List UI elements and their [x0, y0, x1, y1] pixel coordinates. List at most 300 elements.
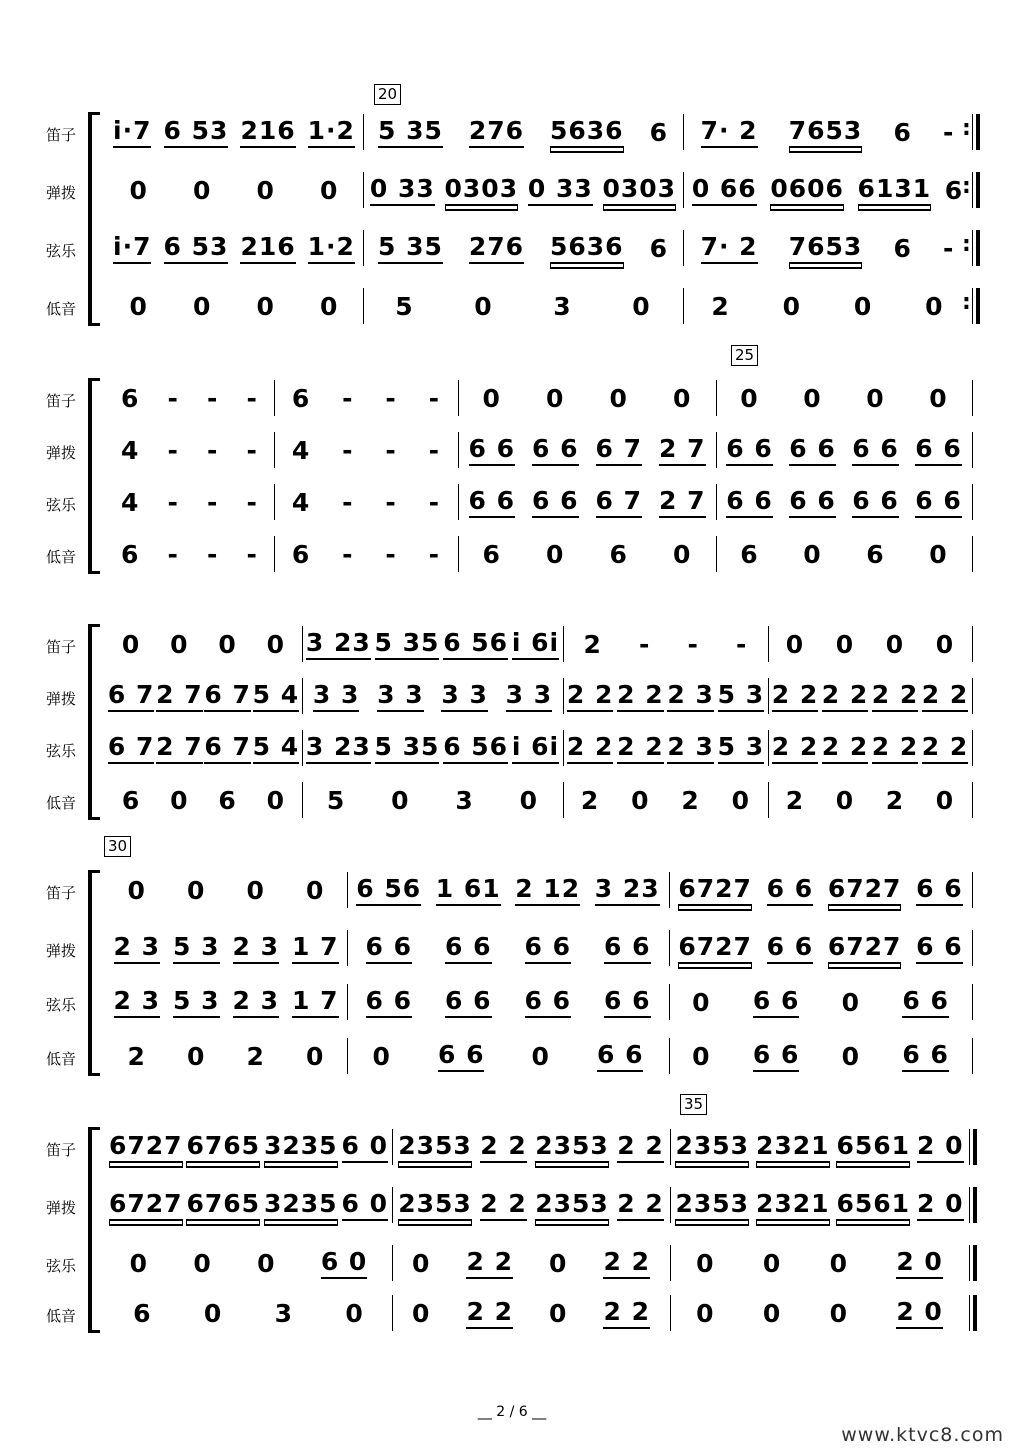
note-group: 7653	[789, 116, 863, 148]
sustain-dash: -	[207, 435, 219, 465]
measure	[276, 534, 456, 574]
note-group: 0	[256, 175, 275, 205]
note-group: 6131	[858, 174, 932, 206]
instrument-label: 弹拨	[46, 1199, 77, 1217]
measure	[460, 378, 714, 418]
sustain-dash: -	[342, 383, 354, 413]
measure	[107, 170, 361, 210]
rehearsal-mark: 30	[104, 836, 131, 857]
note-group: 0	[218, 629, 237, 659]
note-group: 0	[692, 987, 711, 1017]
note-group: 2 2	[480, 1131, 527, 1163]
note-group: 2353	[675, 1189, 749, 1221]
note-group: 6727	[109, 1189, 183, 1221]
note-group: 0	[121, 629, 141, 659]
note-group: 6 6	[915, 434, 962, 466]
note-group: 6 56	[443, 732, 508, 764]
note-group: 0	[257, 1248, 276, 1278]
note-group: 6 7	[596, 434, 643, 466]
note-group: 0	[673, 539, 692, 569]
note-group: 0	[549, 1248, 568, 1278]
note-group: 6 6	[438, 1040, 485, 1072]
instrument-label: 低音	[46, 548, 77, 566]
instrument-label: 弦乐	[46, 242, 77, 260]
note-group: 0 33	[370, 174, 435, 206]
barline	[563, 678, 564, 714]
note-group: 6 7	[108, 732, 155, 764]
note-group: 6 6	[767, 932, 814, 964]
sustain-dash: -	[942, 233, 955, 263]
note-group: 0	[762, 1248, 782, 1278]
bracket-cap	[88, 112, 100, 115]
note-group: 6 6	[902, 1040, 949, 1072]
note-group: 5 35	[378, 116, 443, 148]
note-group: 0	[266, 785, 286, 815]
measure	[107, 1036, 345, 1076]
note-group: 5 3	[173, 986, 220, 1018]
note-group: 5 3	[718, 732, 765, 764]
system-bracket	[88, 1127, 92, 1333]
note-group: 6727	[828, 874, 902, 906]
barline	[363, 230, 364, 266]
measure	[107, 1293, 390, 1333]
barline	[972, 872, 973, 908]
note-group: 0	[391, 785, 410, 815]
note-group: 5	[326, 785, 346, 815]
note-group: 6	[121, 539, 140, 569]
note-group: 0	[546, 539, 565, 569]
barline	[972, 172, 973, 208]
note-group: 6727	[109, 1131, 183, 1163]
note-group: 5636	[550, 116, 624, 148]
measure	[718, 430, 970, 470]
note-group: 6	[609, 539, 628, 569]
measure	[107, 870, 345, 910]
measure	[276, 482, 456, 522]
note-group: 6	[482, 539, 501, 569]
note-group: 0	[866, 383, 885, 413]
barline	[670, 1295, 671, 1331]
instrument-label: 弦乐	[46, 496, 77, 514]
barline	[972, 380, 973, 416]
note-group: 7· 2	[701, 116, 758, 148]
measure	[107, 676, 300, 716]
measure	[107, 982, 345, 1022]
barline	[670, 1187, 671, 1223]
note-group: 3 3	[441, 680, 488, 712]
instrument-label: 弦乐	[46, 1257, 77, 1275]
note-group: 0	[203, 1298, 223, 1328]
barline	[972, 782, 973, 818]
measure	[394, 1185, 668, 1225]
note-group: 2	[246, 1041, 265, 1071]
instrument-label: 低音	[46, 1050, 77, 1068]
bracket-cap	[88, 870, 100, 873]
note-group: 0	[474, 291, 493, 321]
bracket-cap	[88, 1330, 100, 1333]
barline	[969, 1245, 970, 1281]
note-group: 0	[673, 383, 692, 413]
note-group: 2 0	[896, 1247, 943, 1279]
instrument-label: 笛子	[46, 884, 77, 902]
measure	[770, 728, 970, 768]
measure	[565, 780, 766, 820]
note-group: 6 6	[916, 874, 963, 906]
barline	[347, 930, 348, 966]
note-group: 2 2	[872, 732, 919, 764]
note-group: 2	[127, 1041, 146, 1071]
note-group: 2 0	[917, 1131, 964, 1163]
sustain-dash: -	[385, 383, 397, 413]
barline	[302, 626, 303, 662]
note-group: 3	[274, 1298, 294, 1328]
note-group: 6 6	[532, 434, 579, 466]
measure	[770, 676, 970, 716]
note-group: 0	[170, 629, 189, 659]
barline	[347, 1038, 348, 1074]
note-group: 5 35	[375, 628, 440, 660]
note-group: 3 3	[506, 680, 553, 712]
measure	[565, 676, 766, 716]
note-group: 6 0	[321, 1247, 368, 1279]
note-group: 2 2	[617, 680, 664, 712]
note-group: 2 2	[603, 1247, 650, 1279]
note-group: 0	[841, 1041, 861, 1071]
sustain-dash: -	[342, 435, 354, 465]
note-group: 0	[785, 629, 805, 659]
measure	[671, 982, 970, 1022]
note-group: 5636	[550, 232, 624, 264]
note-group: 6 6	[767, 874, 814, 906]
note-group: 6	[133, 1298, 152, 1328]
sustain-dash: -	[385, 487, 397, 517]
note-group: 6 6	[597, 1040, 644, 1072]
instrument-label: 弦乐	[46, 742, 77, 760]
note-group: 216	[240, 232, 295, 264]
sustain-dash: -	[342, 539, 354, 569]
sustain-dash: -	[428, 383, 441, 413]
barline	[274, 432, 275, 468]
system-bracket	[88, 378, 92, 574]
barline	[458, 432, 459, 468]
note-group: 0	[412, 1298, 431, 1328]
note-group: 0	[696, 1298, 715, 1328]
sustain-dash: -	[385, 539, 397, 569]
measure	[304, 624, 561, 664]
note-group: 3 3	[377, 680, 424, 712]
measure	[276, 378, 456, 418]
note-group: 1 7	[292, 932, 339, 964]
note-group: 6 0	[342, 1189, 389, 1221]
note-group: 0	[187, 875, 206, 905]
note-group: 2321	[756, 1189, 830, 1221]
measure	[107, 928, 345, 968]
sustain-dash: -	[639, 629, 651, 659]
barline	[363, 172, 364, 208]
note-group: 0	[829, 1298, 848, 1328]
note-group: 5 35	[378, 232, 443, 264]
barline	[669, 872, 670, 908]
rehearsal-mark: 35	[680, 1094, 707, 1115]
barline	[458, 536, 459, 572]
note-group: 2	[785, 785, 805, 815]
measure	[718, 534, 970, 574]
instrument-label: 弹拨	[46, 444, 77, 462]
note-group: 6 6	[726, 434, 773, 466]
note-group: 6 7	[108, 680, 155, 712]
note-group: 6 6	[445, 932, 492, 964]
note-group: 2 2	[617, 1189, 664, 1221]
note-group: 2 3	[114, 986, 161, 1018]
system-bracket	[88, 870, 92, 1076]
system-bracket	[88, 624, 92, 820]
measure	[460, 534, 714, 574]
note-group: 6 53	[164, 232, 229, 264]
note-group: 2 0	[896, 1297, 943, 1329]
measure	[107, 1185, 390, 1225]
measure	[685, 228, 970, 268]
note-group: 6	[291, 539, 311, 569]
note-group: 6	[944, 175, 964, 205]
bracket-cap	[88, 817, 100, 820]
note-group: 6727	[678, 874, 752, 906]
note-group: 0	[129, 1248, 149, 1278]
final-barline	[976, 288, 980, 324]
sustain-dash: -	[167, 539, 179, 569]
note-group: 6 7	[204, 732, 251, 764]
barline	[669, 984, 670, 1020]
note-group: 3235	[264, 1189, 338, 1221]
note-group: 2 2	[822, 732, 869, 764]
note-group: 2	[885, 785, 905, 815]
final-barline	[973, 1187, 977, 1223]
measure	[349, 870, 667, 910]
note-group: 6	[121, 383, 140, 413]
instrument-label: 弹拨	[46, 184, 77, 202]
note-group: 6 6	[753, 1040, 800, 1072]
note-group: 2 3	[114, 932, 161, 964]
note-group: 0	[372, 1041, 391, 1071]
sustain-dash: -	[246, 487, 258, 517]
barline	[274, 536, 275, 572]
note-group: 6	[740, 539, 759, 569]
measure	[365, 286, 681, 326]
measure	[718, 482, 970, 522]
note-group: 6 7	[596, 486, 643, 518]
note-group: 6561	[836, 1131, 910, 1163]
note-group: 6 56	[356, 874, 421, 906]
measure	[460, 430, 714, 470]
note-group: 6 6	[753, 986, 800, 1018]
barline	[969, 1187, 970, 1223]
note-group: 3	[455, 785, 474, 815]
bracket-cap	[88, 1073, 100, 1076]
instrument-label: 弦乐	[46, 996, 77, 1014]
note-group: 0	[306, 875, 325, 905]
note-group: 6 6	[604, 986, 651, 1018]
barline	[683, 288, 684, 324]
barline	[972, 288, 973, 324]
barline	[972, 984, 973, 1020]
note-group: 6 6	[852, 434, 899, 466]
measure	[304, 780, 561, 820]
note-group: 0	[935, 629, 955, 659]
barline	[972, 114, 973, 150]
note-group: i·7	[113, 232, 151, 264]
barline	[969, 1129, 970, 1165]
note-group: 2353	[398, 1189, 472, 1221]
note-group: 0	[929, 539, 948, 569]
measure	[107, 1127, 390, 1167]
note-group: 0	[170, 785, 189, 815]
sustain-dash: -	[246, 539, 258, 569]
measure	[304, 676, 561, 716]
final-barline	[973, 1129, 977, 1165]
note-group: 0	[696, 1248, 715, 1278]
note-group: 0	[835, 785, 855, 815]
note-group: 6727	[678, 932, 752, 964]
barline	[392, 1129, 393, 1165]
measure	[671, 1036, 970, 1076]
sustain-dash: -	[736, 629, 748, 659]
note-group: 2 2	[922, 732, 969, 764]
note-group: 6	[218, 785, 237, 815]
final-barline	[973, 1295, 977, 1331]
barline	[363, 114, 364, 150]
note-group: 2 2	[872, 680, 919, 712]
barline	[563, 730, 564, 766]
measure	[107, 378, 272, 418]
note-group: 6 6	[525, 932, 572, 964]
note-group: 6	[649, 117, 668, 147]
repeat-sign: :	[962, 174, 971, 199]
measure	[349, 982, 667, 1022]
barline	[716, 536, 717, 572]
note-group: 2353	[535, 1131, 609, 1163]
note-group: 0 33	[528, 174, 593, 206]
note-group: 3 3	[313, 680, 360, 712]
barline	[392, 1187, 393, 1223]
note-group: 2 2	[480, 1189, 527, 1221]
note-group: 6 6	[916, 932, 963, 964]
note-group: 0	[127, 875, 146, 905]
barline	[563, 782, 564, 818]
note-group: 0303	[445, 174, 519, 206]
note-group: 2 2	[567, 680, 614, 712]
note-group: 6	[121, 785, 141, 815]
barline	[563, 626, 564, 662]
note-group: 7653	[789, 232, 863, 264]
barline	[302, 678, 303, 714]
barline	[972, 730, 973, 766]
bracket-cap	[88, 378, 100, 381]
note-group: 0606	[770, 174, 844, 206]
measure	[107, 728, 300, 768]
note-group: 4	[291, 487, 311, 517]
measure	[365, 112, 681, 152]
note-group: 2 3	[667, 732, 714, 764]
sustain-dash: -	[342, 487, 354, 517]
barline	[302, 730, 303, 766]
watermark: www.ktvc8.com	[841, 1424, 1004, 1446]
instrument-label: 笛子	[46, 392, 77, 410]
note-group: 0	[320, 291, 339, 321]
note-group: 4	[291, 435, 311, 465]
measure	[685, 112, 970, 152]
note-group: 2	[583, 629, 602, 659]
note-group: 6765	[186, 1189, 260, 1221]
note-group: 7· 2	[701, 232, 758, 264]
note-group: 6 6	[604, 932, 651, 964]
note-group: 2 2	[772, 680, 819, 712]
final-barline	[973, 1245, 977, 1281]
instrument-label: 笛子	[46, 126, 77, 144]
bracket-cap	[88, 323, 100, 326]
note-group: 276	[469, 116, 524, 148]
note-group: 3	[553, 291, 572, 321]
system-bracket	[88, 112, 92, 326]
note-group: 5	[395, 291, 414, 321]
note-group: 6	[291, 383, 311, 413]
sustain-dash: -	[207, 383, 219, 413]
measure	[718, 378, 970, 418]
note-group: 0	[129, 175, 148, 205]
note-group: 1 7	[292, 986, 339, 1018]
sustain-dash: -	[428, 487, 441, 517]
note-group: 0	[546, 383, 565, 413]
note-group: 2 2	[772, 732, 819, 764]
measure	[672, 1293, 967, 1333]
barline	[347, 872, 348, 908]
instrument-label: 弹拨	[46, 690, 77, 708]
note-group: 1·2	[308, 232, 355, 264]
measure	[349, 1036, 667, 1076]
barline	[363, 288, 364, 324]
measure	[685, 286, 970, 326]
sustain-dash: -	[385, 435, 397, 465]
measure	[394, 1127, 668, 1167]
barline	[972, 536, 973, 572]
sustain-dash: -	[428, 539, 441, 569]
barline	[683, 172, 684, 208]
note-group: 6	[866, 539, 885, 569]
barline	[670, 1245, 671, 1281]
note-group: 5 4	[253, 732, 300, 764]
note-group: 2	[711, 291, 730, 321]
note-group: 0	[740, 383, 759, 413]
measure	[107, 112, 361, 152]
barline	[768, 678, 769, 714]
note-group: 0	[306, 1041, 325, 1071]
note-group: 2 3	[233, 932, 280, 964]
instrument-label: 笛子	[46, 1141, 77, 1159]
note-group: 6 6	[525, 986, 572, 1018]
bracket-cap	[88, 571, 100, 574]
note-group: 0	[835, 629, 855, 659]
note-group: 5 35	[375, 732, 440, 764]
barline	[716, 484, 717, 520]
note-group: 0	[803, 539, 822, 569]
measure	[394, 1243, 668, 1283]
barline	[669, 1038, 670, 1074]
note-group: 0	[193, 175, 212, 205]
instrument-label: 笛子	[46, 638, 77, 656]
note-group: 3 23	[306, 628, 371, 660]
note-group: 2 2	[567, 732, 614, 764]
barline	[458, 484, 459, 520]
note-group: 0	[482, 383, 501, 413]
measure	[565, 624, 766, 664]
